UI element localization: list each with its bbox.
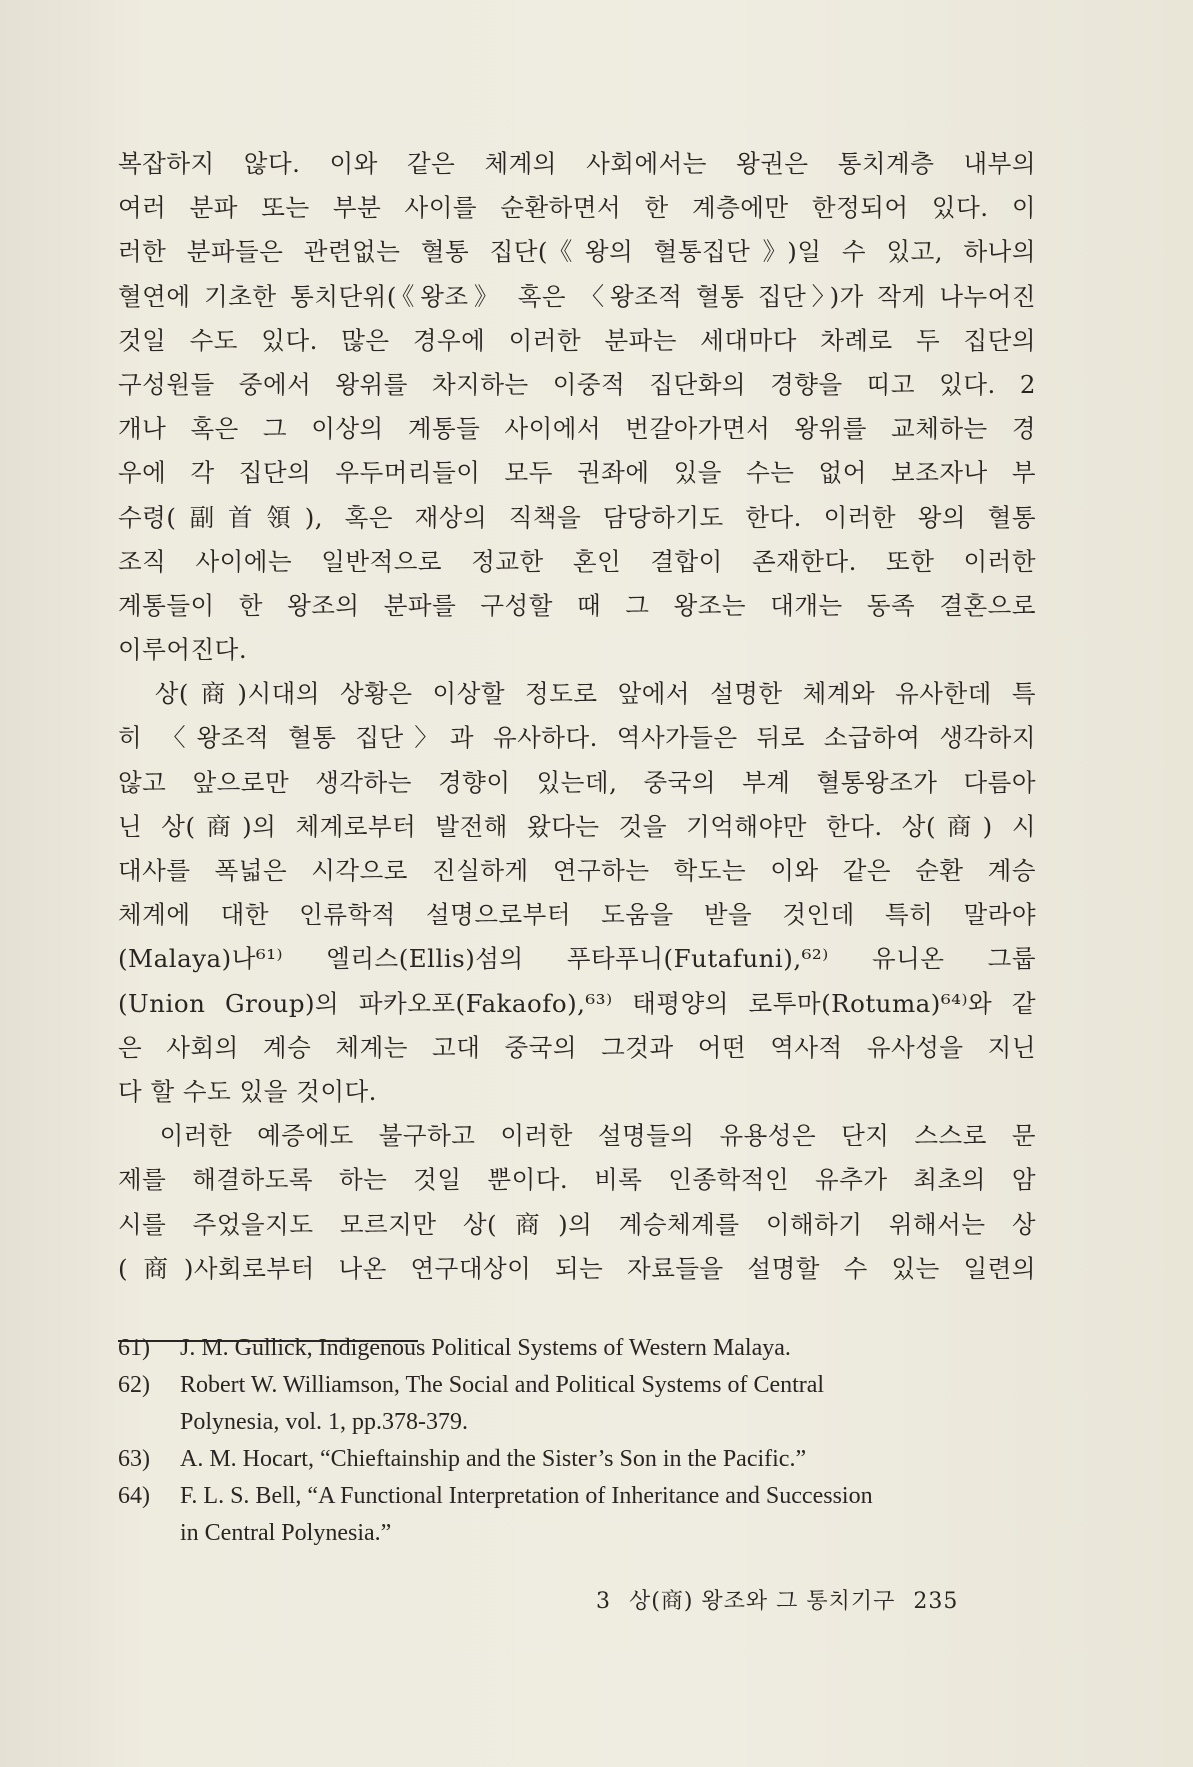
text-line: 상(商)시대의 상황은 이상할 정도로 앞에서 설명한 체계와 유사한데 특 (118, 679, 1036, 709)
footnote-61 (118, 1330, 1036, 1367)
text-line: 여러 분파 또는 부분 사이를 순환하면서 한 계층에만 한정되어 있다. 이 (118, 193, 1036, 223)
footnote-text: J. M. Gullick, Indigenous Political Systems of Western Malaya. (180, 1335, 791, 1361)
text-line: 우에 각 집단의 우두머리들이 모두 권좌에 있을 수는 없어 보조자나 부 (118, 458, 1036, 488)
running-footer (596, 1584, 1036, 1615)
footnote-number: 63) (118, 1446, 150, 1472)
text-line: 이러한 예증에도 불구하고 이러한 설명들의 유용성은 단지 스스로 문 (118, 1121, 1036, 1151)
paragraph-3 (118, 1114, 1036, 1291)
text-line: 시를 주었을지도 모르지만 상(商)의 계승체계를 이해하기 위해서는 상 (118, 1209, 1036, 1239)
footnote-64 (118, 1478, 1036, 1552)
footnote-text: F. L. S. Bell, “A Functional Interpretation of Inheritance and Succession (180, 1483, 873, 1509)
footnote-text: A. M. Hocart, “Chieftainship and the Sister’s Son in the Pacific.” (180, 1446, 807, 1472)
paragraph-2 (118, 672, 1036, 1114)
footnote-number: 62) (118, 1372, 150, 1398)
text-line: 않고 앞으로만 생각하는 경향이 있는데, 중국의 부계 혈통왕조가 다름아 (118, 767, 1036, 797)
text-line: 복잡하지 않다. 이와 같은 체계의 사회에서는 왕권은 통치계층 내부의 (118, 149, 1036, 178)
text-line: 러한 분파들은 관련없는 혈통 집단(《왕의 혈통집단》)일 수 있고, 하나의 (118, 237, 1036, 267)
footnote-text: Polynesia, vol. 1, pp.378-379. (180, 1409, 468, 1435)
text-line: 닌 상(商)의 체계로부터 발전해 왔다는 것을 기억해야만 한다. 상(商) 시 (118, 811, 1036, 841)
text-line: 조직 사이에는 일반적으로 정교한 혼인 결합이 존재한다. 또한 이러한 (118, 546, 1036, 576)
text-line: 개나 혹은 그 이상의 계통들 사이에서 번갈아가면서 왕위를 교체하는 경 (118, 414, 1036, 444)
chapter-number: 3 (596, 1589, 611, 1614)
footnote-text: in Central Polynesia.” (180, 1520, 392, 1546)
paragraph-1 (118, 142, 1036, 672)
text-line: (商)사회로부터 나온 연구대상이 되는 자료들을 설명할 수 있는 일련의 (118, 1253, 1036, 1283)
chapter-title: 상(商) 왕조와 그 통치기구 (629, 1589, 896, 1614)
footnote-text: Robert W. Williamson, The Social and Political Systems of Central (180, 1372, 825, 1398)
body-text (118, 142, 1036, 1291)
text-line: 다 할 수도 있을 것이다. (118, 1076, 377, 1106)
text-line: 은 사회의 계승 체계는 고대 중국의 그것과 어떤 역사적 유사성을 지닌 (118, 1032, 1036, 1062)
page-number: 235 (913, 1589, 959, 1614)
text-line: (Malaya)나⁶¹⁾ 엘리스(Ellis)섬의 푸타푸니(Futafuni),⁶²⁾ 유니온 그룹 (118, 944, 1036, 974)
text-line: 이루어진다. (118, 635, 248, 665)
text-line: 계통들이 한 왕조의 분파를 구성할 때 그 왕조는 대개는 동족 결혼으로 (118, 590, 1036, 620)
text-line: 체계에 대한 인류학적 설명으로부터 도움을 받을 것인데 특히 말라야 (118, 900, 1036, 930)
footnote-62 (118, 1367, 1036, 1441)
footnote-number: 61) (118, 1335, 150, 1361)
footnote-63 (118, 1441, 1036, 1478)
text-line: 구성원들 중에서 왕위를 차지하는 이중적 집단화의 경향을 띠고 있다. 2 (118, 369, 1036, 399)
text-line: (Union Group)의 파카오포(Fakaofo),⁶³⁾ 태평양의 로투마(Rotuma)⁶⁴⁾와 같 (118, 988, 1036, 1018)
text-line: 혈연에 기초한 통치단위(《왕조》 혹은 〈왕조적 혈통 집단〉)가 작게 나누어진 (118, 281, 1036, 311)
text-line: 대사를 폭넓은 시각으로 진실하게 연구하는 학도는 이와 같은 순환 계승 (118, 856, 1036, 885)
footnotes (118, 1330, 1036, 1552)
footnote-number: 64) (118, 1483, 150, 1509)
text-line: 히 〈왕조적 혈통 집단〉과 유사하다. 역사가들은 뒤로 소급하여 생각하지 (118, 723, 1036, 753)
text-line: 것일 수도 있다. 많은 경우에 이러한 분파는 세대마다 차례로 두 집단의 (118, 325, 1036, 355)
text-line: 제를 해결하도록 하는 것일 뿐이다. 비록 인종학적인 유추가 최초의 암 (118, 1165, 1036, 1195)
text-line: 수령(副首領), 혹은 재상의 직책을 담당하기도 한다. 이러한 왕의 혈통 (118, 502, 1036, 532)
